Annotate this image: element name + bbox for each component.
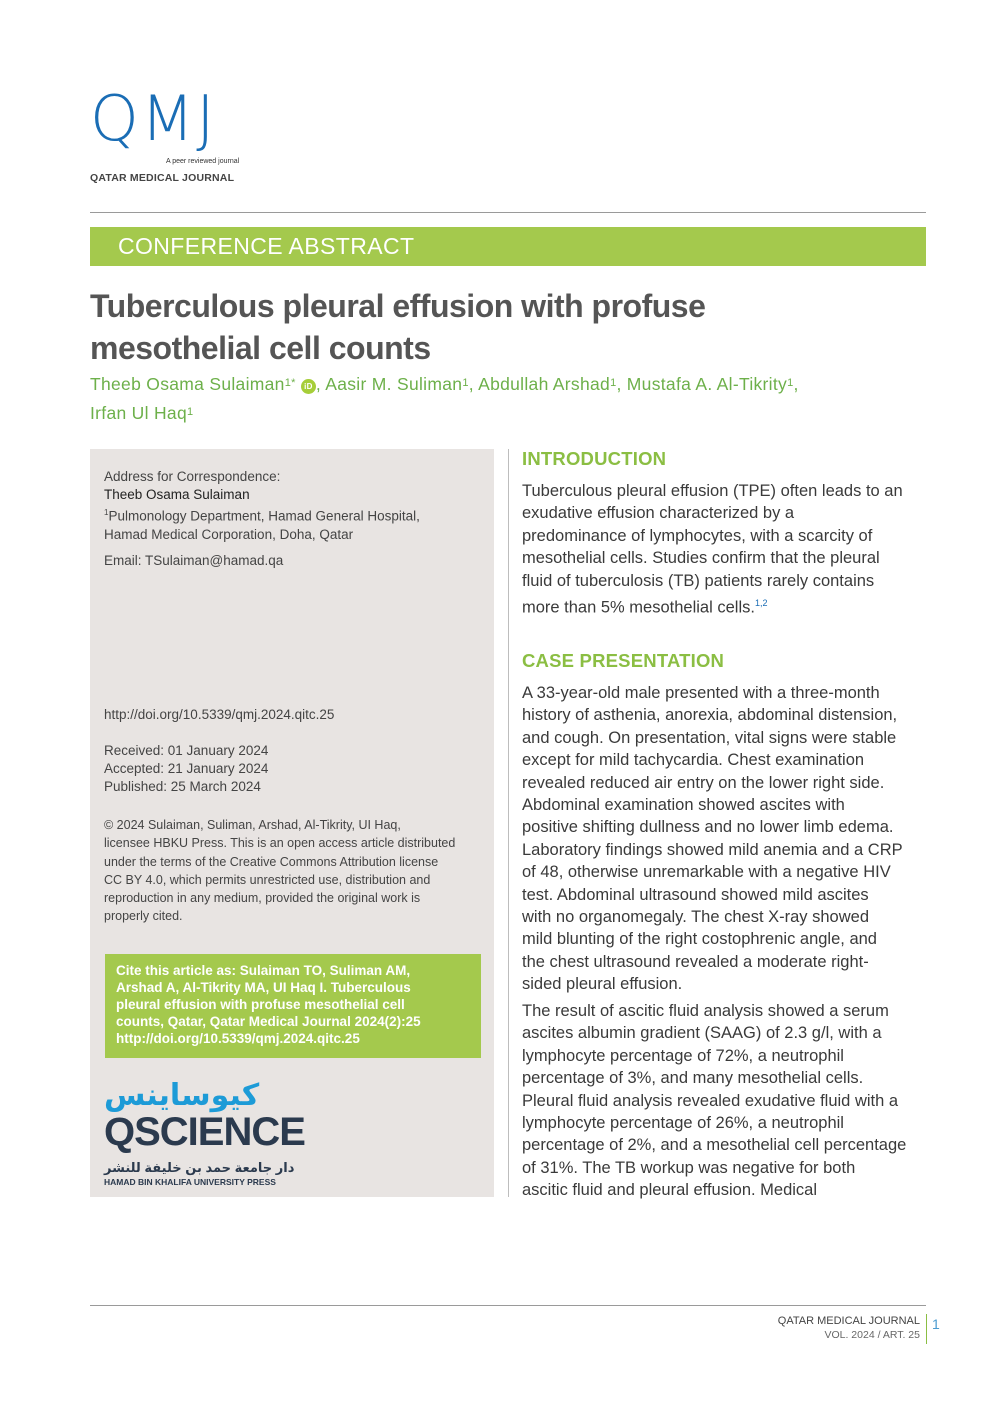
affiliation-text-1: Pulmonology Department, Hamad General Hospital, [108, 508, 420, 524]
case-heading: CASE PRESENTATION [522, 650, 725, 671]
text-line: mild blunting of the right costophrenic angle, and [522, 930, 877, 949]
footer-accent-bar [926, 1314, 927, 1344]
received-date: Received: 01 January 2024 [104, 743, 269, 758]
introduction-heading: INTRODUCTION [522, 448, 667, 469]
journal-name: QATAR MEDICAL JOURNAL [90, 172, 235, 184]
text-line: Laboratory findings showed mild anemia and a CRP [522, 840, 903, 859]
press-name: HAMAD BIN KHALIFA UNIVERSITY PRESS [104, 1177, 276, 1187]
text-line: exudative effusion characterized by a [522, 504, 795, 523]
citation-line: Cite this article as: Sulaiman TO, Suliman AM, [116, 963, 411, 978]
text-line: and cough. On presentation, vital signs were stable [522, 728, 897, 747]
citation-line: pleural effusion with profuse mesothelial cell [116, 997, 405, 1012]
affiliation-line-2: Hamad Medical Corporation, Doha, Qatar [104, 526, 354, 542]
correspondent-name: Theeb Osama Sulaiman [104, 487, 250, 502]
text-span: more than 5% mesothelial cells. [522, 598, 755, 617]
text-line: ascitic fluid and pleural effusion. Medical [522, 1181, 818, 1200]
header-divider [90, 212, 926, 213]
text-line: positive shifting dullness and no lower limb edema. [522, 818, 894, 837]
doi-link[interactable]: http://doi.org/10.5339/qmj.2024.qitc.25 [104, 707, 335, 722]
text-line: except for mild tachycardia. Chest examination [522, 751, 865, 770]
author-2-affiliation: 1 [462, 377, 469, 389]
citation-line: counts, Qatar, Qatar Medical Journal 2024(2):25 [116, 1014, 421, 1029]
text-line: revealed reduced air entry on the lower right side. [522, 773, 885, 792]
column-divider [508, 449, 509, 1197]
section-label: CONFERENCE ABSTRACT [118, 233, 415, 259]
citation-doi-link[interactable]: http://doi.org/10.5339/qmj.2024.qitc.25 [116, 1031, 360, 1046]
text-line: test. Abdominal ultrasound showed mild ascites [522, 885, 869, 904]
title-line-2: mesothelial cell counts [90, 330, 431, 366]
text-line: mesothelial cells. Studies confirm that the pleural [522, 549, 880, 568]
publisher-logo: QSCIENCE [104, 1110, 305, 1154]
author-5-affiliation: 1 [186, 406, 194, 418]
license-line: reproduction in any medium, provided the original work is [104, 891, 421, 906]
author-line-2 [90, 399, 930, 428]
license-line: © 2024 Sulaiman, Suliman, Arshad, Al-Tikrity, UI Haq, [104, 818, 401, 832]
text-line: A 33-year-old male presented with a three-month [522, 684, 880, 702]
article-title [90, 285, 910, 369]
citation-text [116, 962, 476, 1047]
text-line: predominance of lymphocytes, with a scarcity of [522, 526, 873, 545]
text-line: percentage of 2%, and a mesothelial cell percentage [522, 1136, 907, 1155]
case-paragraph-1 [522, 682, 932, 996]
text-line: The result of ascitic fluid analysis showed a serum [522, 1002, 889, 1020]
published-date: Published: 25 March 2024 [104, 779, 261, 794]
author-list [90, 370, 930, 428]
text-line: fluid of tuberculosis (TB) patients rarely contains [522, 571, 875, 590]
introduction-text [522, 480, 932, 619]
text-line: Tuberculous pleural effusion (TPE) often leads to an [522, 482, 903, 500]
email[interactable]: Email: TSulaiman@hamad.qa [104, 553, 284, 568]
author-5[interactable]: Irfan Ul Haq [90, 403, 187, 423]
case-paragraph-2 [522, 1000, 932, 1202]
affiliation-line-1 [104, 504, 484, 526]
reference-link[interactable]: 1,2 [754, 598, 768, 609]
text-line: of 31%. The TB workup was negative for both [522, 1158, 856, 1177]
license-line: under the terms of the Creative Commons Attribution license [104, 854, 439, 869]
title-line-1: Tuberculous pleural effusion with profuse [90, 288, 706, 324]
affiliation-sup: 1 [104, 508, 109, 517]
text-line: ascites albumin gradient (SAAG) of 2.3 g/l, with a [522, 1024, 882, 1043]
text-line: Abdominal examination showed ascites with [522, 796, 845, 815]
author-4-affiliation: 1 [787, 377, 794, 389]
license-line: CC BY 4.0, which permits unrestricted use, distribution and [104, 872, 431, 887]
footer-volume: VOL. 2024 / ART. 25 [824, 1329, 920, 1341]
author-1-affiliation: 1* [284, 377, 296, 389]
author-separator: , [793, 374, 799, 394]
author-2[interactable]: , Aasir M. Suliman [315, 374, 463, 394]
author-1[interactable]: Theeb Osama Sulaiman [90, 374, 285, 394]
author-3-affiliation: 1 [610, 377, 617, 389]
citation-line: Arshad A, Al-Tikrity MA, UI Haq I. Tuberculous [116, 980, 411, 995]
author-line-1 [90, 370, 930, 399]
text-line: of 48, otherwise unremarkable with a negative HIV [522, 863, 891, 882]
accepted-date: Accepted: 21 January 2024 [104, 761, 269, 776]
text-line: the chest ultrasound revealed a moderate right- [522, 952, 869, 971]
journal-tagline: A peer reviewed journal [166, 158, 240, 165]
journal-logo: QMJ [90, 82, 217, 155]
footer-journal-name: QATAR MEDICAL JOURNAL [777, 1315, 920, 1327]
author-3[interactable]: , Abdullah Arshad [468, 374, 611, 394]
text-line: lymphocyte percentage of 26%, a neutrophil [522, 1114, 844, 1133]
license-text [104, 816, 484, 926]
orcid-icon[interactable]: iD [301, 379, 316, 394]
publisher-logo-arabic: كيوساينس [104, 1079, 260, 1112]
text-line: with no organomegaly. The chest X-ray showed [522, 908, 869, 927]
text-line: sided pleural effusion. [522, 975, 683, 994]
press-name-arabic: دار جامعة حمد بن خليفة للنشر [104, 1160, 295, 1175]
footer-divider [90, 1305, 926, 1306]
text-line: percentage of 3%, and many mesothelial cells. [522, 1069, 864, 1088]
text-line: lymphocyte percentage of 72%, a neutrophil [522, 1046, 844, 1065]
correspondence-block [104, 468, 484, 544]
text-line: history of asthenia, anorexia, abdominal distension, [522, 706, 898, 725]
address-label: Address for Correspondence: [104, 469, 281, 484]
text-line [522, 592, 932, 619]
license-line: licensee HBKU Press. This is an open access article distributed [104, 836, 456, 851]
author-4[interactable]: , Mustafa A. Al-Tikrity [616, 374, 788, 394]
dates-block [104, 742, 268, 796]
page-number: 1 [932, 1316, 940, 1332]
license-line: properly cited. [104, 909, 183, 924]
text-line: Pleural fluid analysis revealed exudative fluid with a [522, 1091, 899, 1110]
